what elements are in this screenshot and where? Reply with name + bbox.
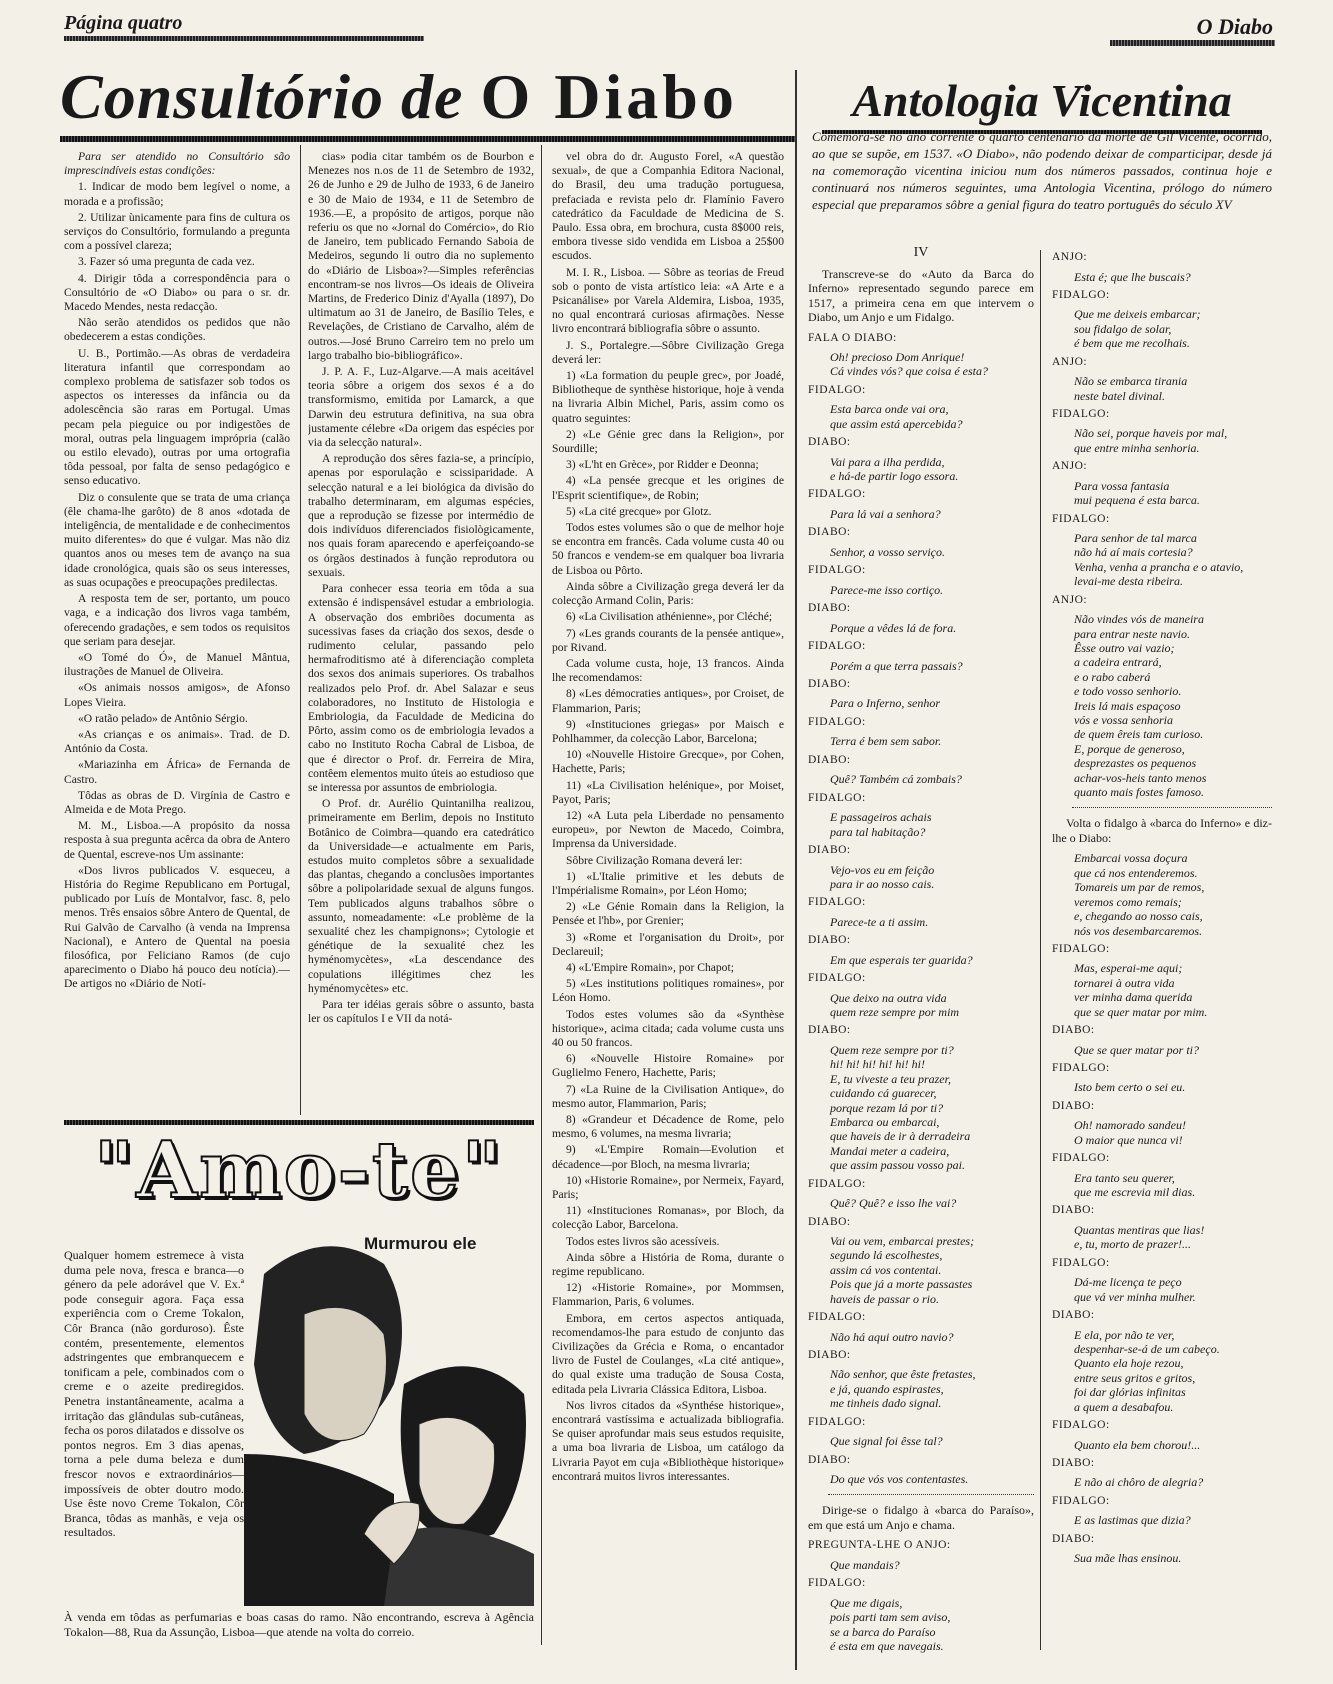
speaker-label: DIABO: (808, 844, 851, 856)
paragraph: 4. Dirigir tôda a correspondência para o Consultório de «O Diabo» ou para o sr. dr. Macedo Mendes, nesta redacção. (64, 271, 290, 314)
paragraph: Todos estes volumes são o que de melhor hoje se encontra em francês. Cada volume custa 40 ou 50 francos e vendem-se em qualquer boa livraria de Lisboa ou Pôrto. (552, 521, 784, 577)
paragraph: Para conhecer essa teoria em tôda a sua extensão é indispensável estudar a embriologia. A observação dos embriões documenta as sucessivas fases da criação dos sexos, desde o rudimento celular, passando pelo hermafroditismo até à diferenciação completa dos sexos dos animais superiores. Os trabalhos realizados pelo Prof. dr. Abel Salazar e seus colaboradores, no Instituto de Histologia e Embriologia, da Faculdade de Medicina do Pôrto, assim como os de embriologia levados a cabo no Instituto Rocha Cabral de Lisboa, de que é director o Prof. dr. Ferreira de Mira, contêem elementos muito úteis ao estudioso que se interessa por assuntos de embriologia. (308, 582, 534, 794)
verse-lines: Vai para a ilha perdida, e há-de partir logo essora. (830, 454, 959, 484)
narration: Volta o fidalgo à «barca do Inferno» e diz-lhe o Diabo: (1052, 816, 1272, 845)
verse-lines: Que se quer matar por ti? (1074, 1042, 1199, 1057)
paragraph: 8) «Les démocraties antiques», por Croiset, de Flammarion, Paris; (552, 687, 784, 715)
paragraph: 1) «La formation du peuple grec», por Joadé, Bibliotheque de synthèse historique, hoje à venda na livraria Albin Michel, Paris, assim como os quatro seguintes: (552, 369, 784, 425)
verse-lines: Porém a que terra passais? (830, 658, 963, 673)
masthead: O Diabo (1196, 14, 1273, 39)
ad-tagline: Murmurou ele (364, 1234, 477, 1253)
paragraph: 5) «Les institutions politiques romaines», por Léon Homo. (552, 977, 784, 1005)
paragraph: Embora, em certos aspectos antiquada, recomendamos-lhe para estudo de conjunto das Civilizações da Grécia e Roma, o encantador livro de Fustel de Coulanges, «La cité antique», do qual existe uma tradução de Sousa Costa, editada pela Livraria Clássica Editora, Lisboa. (552, 1311, 784, 1396)
paragraph: 10) «Nouvelle Histoire Grecque», por Cohen, Hachette, Paris; (552, 748, 784, 776)
verse-lines: Parece-te a ti assim. (830, 914, 929, 929)
speaker-label: DIABO: (1052, 1532, 1095, 1545)
verse-lines: E não ai chôro de alegria? (1074, 1475, 1204, 1490)
speaker-label: DIABO: (1052, 1099, 1095, 1112)
speaker-label: FIDALGO: (1052, 1494, 1110, 1507)
verse-lines: Oh! namorado sandeu! O maior que nunca vi! (1074, 1118, 1186, 1147)
verse-lines: Em que esperais ter guarida? (830, 952, 973, 967)
verse-lines: Não há aqui outro navio? (830, 1329, 954, 1344)
narration: Transcreve-se do «Auto da Barca do Inferno» representado segundo parece em 1517, a primeira cena em que intervem o Diabo, um Anjo e um Fidalgo. (808, 266, 1034, 324)
speaker-label: FIDALGO: (1052, 1419, 1110, 1432)
paragraph: 3) «Rome et l'organisation du Droit», por Declareuil; (552, 930, 784, 958)
header-rule-right (1110, 40, 1275, 46)
consultorio-title (60, 62, 795, 132)
verse-lines: Parece-me isso cortiço. (830, 582, 944, 597)
consultorio-title-plain: O Diabo (480, 61, 738, 132)
speaker-label: DIABO: (1052, 1456, 1095, 1469)
paragraph: 2) «Le Génie Romain dans la Religion, la Pensée et l'hb», por Grenier; (552, 900, 784, 928)
verse-lines: Não sei, porque haveis por mal, que entre minha senhoria. (1074, 426, 1228, 455)
paragraph: 7) «La Ruine de la Civilisation Antique», do mesmo autor, Flammarion, Paris; (552, 1082, 784, 1110)
paragraph: Tôdas as obras de D. Virgínia de Castro e Almeida e de Mota Prego. (64, 788, 290, 816)
paragraph: «O Tomé do Ó», de Manuel Mântua, ilustrações de Manuel de Oliveira. (64, 650, 290, 679)
verse-lines: Sua mãe lhas ensinou. (1074, 1551, 1182, 1566)
verse-lines: Vai ou vem, embarcai prestes; segundo lá escolhestes, assim cá vos contentai. Pois que já a morte passastes haveis de passar o rio. (830, 1234, 975, 1306)
verse-lines: Quê? Também cá zombais? (830, 772, 962, 787)
paragraph: «As crianças e os animais». Trad. de D. António da Costa. (64, 727, 290, 756)
speaker-label: FIDALGO: (808, 383, 866, 396)
speaker-label: FIDALGO: (1052, 1061, 1110, 1074)
speaker-label: DIABO: (808, 526, 851, 539)
paragraph: 12) «A Luta pela Liberdade no pensamento europeu», por Newton de Macedo, Coimbra, Imprensa da Universidade. (552, 808, 784, 851)
header-rule-left (64, 36, 424, 41)
speaker-label: FIDALGO: (808, 488, 866, 501)
speaker-label: DIABO: (1052, 1024, 1095, 1037)
paragraph: Sôbre Civilização Romana deverá ler: (566, 853, 743, 867)
antologia-column-b (1052, 246, 1272, 1666)
speaker-label: FIDALGO: (808, 1415, 866, 1428)
paragraph: 3) «L'ht en Grèce», por Ridder e Deonna; (566, 458, 759, 472)
speaker-label: FIDALGO: (1052, 942, 1110, 955)
verse-lines: Quanto ela bem chorou!... (1074, 1437, 1201, 1452)
paragraph: Ainda sôbre a História de Roma, durante o regime republicano. (552, 1250, 784, 1279)
speaker-label: FIDALGO: (1052, 407, 1110, 420)
paragraph: vel obra do dr. Augusto Forel, «A questão sexual», de que a Companhia Editora Nacional, do Brasil, deu uma tradução portuguesa, prefaciada e revista pelo dr. Flamínio Favero catedrático da Faculdade de Medicina de S. Paulo. Essa obra, em brochura, custa 8$000 reis, embora tivesse sido vendida em Lisboa a 25$00 escudos. (552, 150, 784, 263)
consultorio-title-script: Consultório de (60, 61, 464, 132)
paragraph: Cada volume custa, hoje, 13 francos. Ainda lhe recomendamos: (552, 656, 784, 685)
paragraph: 4) «L'Empire Romain», por Chapot; (566, 960, 734, 974)
consultorio-rule (60, 136, 795, 142)
column-divider-3 (1040, 250, 1041, 1650)
verse-lines: Vejo-vos eu em feição para ir ao nosso cais. (830, 862, 935, 891)
speaker-label: DIABO: (1052, 1309, 1095, 1322)
verse-lines: Para lá vai a senhora? (830, 506, 941, 521)
paragraph: Ainda sôbre a Civilização grega deverá ler da colecção Armand Colin, Paris: (552, 579, 784, 608)
paragraph: 6) «Nouvelle Histoire Romaine» por Guglielmo Fenero, Hachette, Paris; (552, 1052, 784, 1080)
paragraph: 5) «La cité grecque» por Glotz. (566, 504, 712, 518)
paragraph: 11) «Instituciones Romanas», por Bloch, da colecção Labor, Barcelona. (552, 1204, 784, 1232)
consultorio-column-1 (64, 150, 290, 1115)
verse-lines: Embarcai vossa doçura que cá nos entenderemos. Tomareis um par de remos, veremos como remais; e, chegando ao nosso cais, nós vos desembarcaremos. (1074, 851, 1205, 938)
verse-lines: Terra é bem sem sabor. (830, 734, 942, 749)
verse-lines: E ela, por não te ver, despenhar-se-á de um cabeço. Quanto ela hoje rezou, entre seus gritos e gritos, foi dar glórias infinitas a quem a desabafou. (1074, 1327, 1220, 1414)
speaker-label: FIDALGO: (808, 564, 866, 577)
antologia-intro: Comemora-se no ano corrente o quarto centenário da morte de Gil Vicente, ocorrido, ao que se supõe, em 1537. «O Diabo», não podendo deixar de comparticipar, desde já na comemoração vicentina iniciou num dos números passados, continua hoje e continuará nos números seguintes, uma Antologia Vicentina, prólogo do número especial que preparamos sôbre a genial figura do teatro português do século XV (812, 129, 1272, 212)
ad-footer: À venda em tôdas as perfumarias e boas casas do ramo. Não encontrando, escreva à Agência Tokalon—88, Rua da Assunção, Lisboa—que atende na volta do correio. (64, 1610, 534, 1639)
paragraph: Não serão atendidos os pedidos que não obedecerem a estas condições. (64, 316, 290, 344)
antologia-column-a (808, 246, 1034, 1666)
paragraph: «O ratão pelado» de Antônio Sérgio. (78, 711, 248, 725)
paragraph: «Mariazinha em África» de Fernanda de Castro. (64, 758, 290, 786)
separator (1072, 807, 1272, 808)
paragraph: 9) «Instituciones griegas» por Maisch e Pohlhammer, da colecção Labor, Barcelona; (552, 717, 784, 745)
verse-lines: Que signal foi êsse tal? (830, 1434, 943, 1449)
verse-lines: Que deixo na outra vida quem reze sempre por mim (830, 990, 960, 1020)
speaker-label: DIABO: (808, 1453, 851, 1466)
verse-lines: Não senhor, que êste fretastes, e já, quando espirastes, me tinheis dado signal. (830, 1367, 976, 1411)
speaker-label: ANJO: (1052, 460, 1088, 473)
verse-lines: Senhor, a vosso serviço. (830, 544, 945, 559)
speaker-label: FIDALGO: (1052, 288, 1110, 301)
speaker-label: FIDALGO: (808, 1311, 866, 1324)
paragraph: «Os animais nossos amigos», de Afonso Lopes Vieira. (64, 681, 290, 709)
speaker-label: DIABO: (808, 1348, 851, 1361)
speaker-label: DIABO: (1052, 1204, 1095, 1217)
verse-lines: Esta barca onde vai ora, que assim está apercebida? (830, 402, 963, 431)
verse-lines: Do que vós vos contentastes. (830, 1472, 969, 1487)
verse-lines: Era tanto seu querer, que me escrevia mil dias. (1074, 1170, 1196, 1200)
paragraph: J. S., Portalegre.—Sôbre Civilização Grega deverá ler: (552, 338, 784, 366)
paragraph: Nos livros citados da «Synthése historique», encontrará vastíssima e actualizada bibliografia. Se quiser aprofundar mais seus estudos requisite, a uma boa livraria de Lisboa, um catálogo da Livraria Payot em cuja «Bibliothèque historique» encontrará muitos livros interessantes. (552, 1398, 784, 1483)
ad-body: Qualquer homem estremece à vista duma pele nova, fresca e branca—o género da pele adorável que V. Ex.ª pode conseguir agora. Faça essa experiência com o Creme Tokalon, Côr Branca (não gorduroso). Êste contém, presentemente, elementos adstringentes que embranquecem e tonificam a pele, combinados com o creme e o azeite prediregidos. Penetra instantâneamente, acalma a irritação das glândulas sub-cutâneas, fecha os poros dilatados e dissolve os pontos negros. Em 3 dias apenas, torna a pele duma beleza e dum frescor novos e extraordinários—impossíveis de obter doutro modo. Use êste novo Creme Tokalon, Côr Branca, tôdas as manhãs, e veja os resultados. (64, 1248, 244, 1540)
speaker-label: FALA O DIABO: (808, 331, 897, 344)
paragraph: M. M., Lisboa.—A propósito da nossa resposta à sua pregunta acêrca da obra de Antero de Quental, escreve-nos Um assinante: (64, 819, 290, 861)
speaker-label: FIDALGO: (1052, 1256, 1110, 1269)
verse-lines: Esta é; que lhe buscais? (1074, 269, 1191, 284)
verse-lines: Dá-me licença te peço que vá ver minha mulher. (1074, 1275, 1196, 1304)
column-divider-main (795, 70, 797, 1670)
verse-lines: Quê? Quê? e isso lhe vai? (830, 1196, 957, 1211)
page-label: Página quatro (64, 12, 183, 34)
speaker-label: FIDALGO: (808, 1577, 866, 1590)
paragraph: A resposta tem de ser, portanto, um pouco vaga, e a indicação dos livros vaga também, oferecendo gradações, e sem todos os requisitos que seriam para desejar. (64, 592, 290, 648)
paragraph: M. I. R., Lisboa. — Sôbre as teorias de Freud sob o ponto de vista artístico leia: «A Arte e a Psicanálise» por Varela Aldemira, Lisboa, 1935, no qual encontrará curiosas afirmações. Nesse livro encontrará bibliografia sôbre o assunto. (552, 265, 784, 336)
verse-lines: Não vindes vós de maneira para entrar neste navio. Êsse outro vai vazio; a cadeira entrará, e o rabo caberá e todo vosso senhorio. Ireis lá mais espaçoso vós e vossa senhoria de quem êreis tam curioso. E, porque de generoso, desprezastes os pequenos achar-vos-heis tanto menos quanto mais fostes famoso. (1074, 612, 1207, 800)
speaker-label: DIABO: (808, 436, 851, 449)
advertisement (64, 1125, 534, 1668)
paragraph: 7) «Les grands courants de la pensée antique», por Rivand. (552, 626, 784, 654)
antologia-title: Antologia Vicentina (852, 75, 1232, 126)
verse-lines: Mas, esperai-me aqui; tornarei à outra vida ver minha dama querida que se quer matar por mim. (1074, 961, 1208, 1019)
column-divider-1 (300, 145, 301, 1115)
paragraph: 9) «L'Empire Romain—Evolution et décadence—por Bloch, na mesma livraria; (552, 1143, 784, 1171)
speaker-label: PREGUNTA-LHE O ANJO: (808, 1539, 951, 1552)
paragraph: 1. Indicar de modo bem legível o nome, a morada e a profissão; (64, 180, 290, 208)
paragraph: Para ter idéias gerais sôbre o assunto, basta ler os capítulos I e VII da notá- (308, 997, 534, 1026)
verse-lines: Isto bem certo o sei eu. (1074, 1080, 1186, 1095)
speaker-label: DIABO: (808, 934, 851, 947)
verse-lines: Que me digais, pois parti tam sem aviso, se a barca do Paraíso é esta em que navegais. (830, 1595, 951, 1654)
speaker-label: DIABO: (808, 677, 851, 690)
paragraph: cias» podia citar também os de Bourbon e Menezes nos n.os de 11 de Setembro de 1932, 26 de Junho e 29 de Julho de 1933, 6 de Janeiro e 30 de Maio de 1934, e 11 de Setembro de 1936.—E, a propósito de artigos, porque não referiu os que no «Jornal do Comércio», do Rio de Janeiro, tem publicado Fernando Saboia de Medeiros, segundo li outro dia no suplemento do «Diário de Lisboa»?—Simples referências encontram-se nos livros—Os ideais de Oliveira Martins, de Frederico Diniz d'Ayalla (1897), Do ultimatum ao 31 de Janeiro, de Basílio Teles, e Revelações, de Cristiano de Carvalho, além de outros.—José Bruno Carreiro tem no prelo um largo trabalho bio-bibliográfico». (308, 150, 534, 362)
paragraph: 3. Fazer só uma pregunta de cada vez. (78, 255, 255, 269)
speaker-label: DIABO: (808, 1215, 851, 1228)
paragraph: A reprodução dos sêres fazia-se, a princípio, apenas por esporulação e scissiparidade. A selecção natural e a lei biológica da divisão do trabalho determinaram, em algumas espécies, que a reprodução se fizesse por intermédio de dois indivíduos diferenciados fisiològicamente, nos quais foram aparecendo e aperfeiçoando-se os órgãos destinados à função reprodutora ou sexuais. (308, 452, 534, 579)
verse-lines: E as lastimas que dizia? (1074, 1513, 1191, 1528)
paragraph: 11) «La Civilisation helénique», por Moiset, Payot, Paris; (552, 778, 784, 806)
verse-lines: Não se embarca tirania neste batel divinal. (1074, 374, 1188, 403)
speaker-label: FIDALGO: (808, 896, 866, 909)
verse-lines: Porque a vêdes lá de fora. (830, 620, 957, 635)
verse-lines: Para senhor de tal marca não há aí mais cortesia? Venha, venha a prancha e o atavio, levai-me desta ribeira. (1074, 531, 1244, 589)
paragraph: 4) «La pensée grecque et les origines de l'Esprit scientifique», de Robin; (552, 474, 784, 502)
speaker-label: ANJO: (1052, 593, 1088, 606)
paragraph: 1) «L'Italie primitive et les debuts de l'Impérialisme Romain», por Léon Homo; (552, 869, 784, 897)
paragraph: U. B., Portimão.—As obras de verdadeira literatura infantil que correspondam ao complexo problema de satisfazer sob todos os aspectos os interesses da infância ou da adolescência são raras em Portugal. Umas pecam pela pieguice ou por indigestões de moral, outras pela linguagem imprópria (calão ou estilo elevado), outras por uma ortografia tôda pessoal, por falta de senso pedagógico e senso educativo. (64, 346, 290, 488)
speaker-label: FIDALGO: (808, 640, 866, 653)
verse-lines: Que mandais? (830, 1557, 900, 1572)
speaker-label: DIABO: (808, 602, 851, 615)
paragraph: Todos estes livros são acessíveis. (566, 1234, 720, 1248)
paragraph: 8) «Grandeur et Décadence de Rome, pelo mesmo, 6 volumes, na mesma livraria; (552, 1113, 784, 1141)
consultorio-column-3 (552, 150, 784, 1655)
section-number: IV (913, 246, 929, 260)
verse-lines: Para o Inferno, senhor (830, 696, 940, 711)
paragraph: 2) «Le Génie grec dans la Religion», por Sourdille; (552, 427, 784, 456)
verse-lines: Oh! precioso Dom Anrique! Cá vindes vós? que coisa é esta? (830, 350, 988, 379)
paragraph: O Prof. dr. Aurélio Quintanilha realizou, primeiramente em Berlim, depois no Instituto Botânico de Coimbra—quando era catedrático da Universidade—e actualmente em Paris, estudos muito completos sôbre a sexualidade das plantas, chegando a conclusões importantes sôbre a polipolaridade sexual de alguns fungos. Tem publicados alguns trabalhos sôbre o assunto, nomeadamente: «Le problème de la sexualité chez les champignons»; Cytologie et génétique de la sexualité chez les hyménomycètes», «La descendance des copulations illégitimes chez les hyménomycètes» etc. (308, 797, 534, 995)
ad-headline: "Amo-te" (93, 1125, 505, 1216)
speaker-label: FIDALGO: (808, 1177, 866, 1190)
consultorio-column-2 (308, 150, 534, 1115)
verse-lines: Para vossa fantasia mui pequena é esta barca. (1074, 478, 1200, 508)
ad-illustration (244, 1234, 534, 1606)
speaker-label: FIDALGO: (1052, 512, 1110, 525)
speaker-label: DIABO: (808, 1024, 851, 1037)
paragraph: J. P. A. F., Luz-Algarve.—A mais aceitável teoria sôbre a origem dos sexos é a do transformismo, emitida por Lamarck, a que Darwin deu estrutura definitiva, na sua obra justamente célebre «Da origem das espécies por via da selecção natural». (308, 365, 534, 450)
separator (828, 1494, 1034, 1495)
paragraph: 2. Utilizar ùnicamente para fins de cultura os serviços do Consultório, formulando a pregunta com a possível clareza; (64, 210, 290, 253)
paragraph: 6) «La Civilisation athénienne», por Cléché; (566, 610, 773, 624)
verse-lines: E passageiros achais para tal habitação? (830, 810, 932, 839)
speaker-label: ANJO: (1052, 355, 1088, 368)
speaker-label: FIDALGO: (1052, 1152, 1110, 1165)
speaker-label: FIDALGO: (808, 715, 866, 728)
speaker-label: DIABO: (808, 753, 851, 766)
paragraph: «Dos livros publicados V. esqueceu, a História do Regime Republicano em Portugal, publicado por Luís de Montalvor, fasc. 8, pelo menos. Três ensaios sôbre Antero de Quental, de Rui Galvão de Carvalho (à venda na Imprensa Nacional), e Antero de Quental na poesia filosófica, por Feliciano Ramos (de cujo aparecimento o Diabo há pouco deu notícia).—De artigos no «Diário de Notí- (64, 863, 290, 991)
paragraph: 12) «Historie Romaine», por Mommsen, Flammarion, Paris, 6 volumes. (552, 1281, 784, 1309)
paragraph: Para ser atendido no Consultório são imprescindíveis estas condições: (64, 150, 290, 178)
speaker-label: FIDALGO: (808, 791, 866, 804)
paragraph: Todos estes volumes são da «Synthèse historique», acima citada; cada volume custa uns 40 ou 50 francos. (552, 1007, 784, 1049)
verse-lines: Que me deixeis embarcar; sou fidalgo de solar, é bem que me recolhais. (1074, 307, 1201, 351)
verse-lines: Quem reze sempre por ti? hi! hi! hi! hi! hi! hi! E, tu viveste a teu prazer, cuidando cá guarecer, porque rezam lá por ti? Embarca ou embarcai, que haveis de ir à derradeira Mandai meter a cadeira, que assim passou vosso pai. (830, 1042, 971, 1173)
narration: Dirige-se o fidalgo à «barca do Paraíso», em que está um Anjo e chama. (808, 1503, 1034, 1532)
column-divider-2 (541, 145, 542, 1645)
paragraph: 10) «Historie Romaine», por Nermeix, Fayard, Paris; (552, 1173, 784, 1202)
verse-lines: Quantas mentiras que lias! e, tu, morto de prazer!... (1074, 1222, 1205, 1252)
speaker-label: ANJO: (1052, 251, 1088, 263)
paragraph: Diz o consulente que se trata de uma criança (êle chama-lhe garôto) de 8 anos «dotada de inteligência, de mentalidade e de conhecimentos muito diferentes» do que é vulgar. Mas não diz quantos anos ou meses tem de avanço na sua idade cronológica, quais são os seus interesses, as suas ocupações e preocupações predilectas. (64, 490, 290, 589)
speaker-label: FIDALGO: (808, 972, 866, 985)
couple-illustration (244, 1234, 534, 1606)
